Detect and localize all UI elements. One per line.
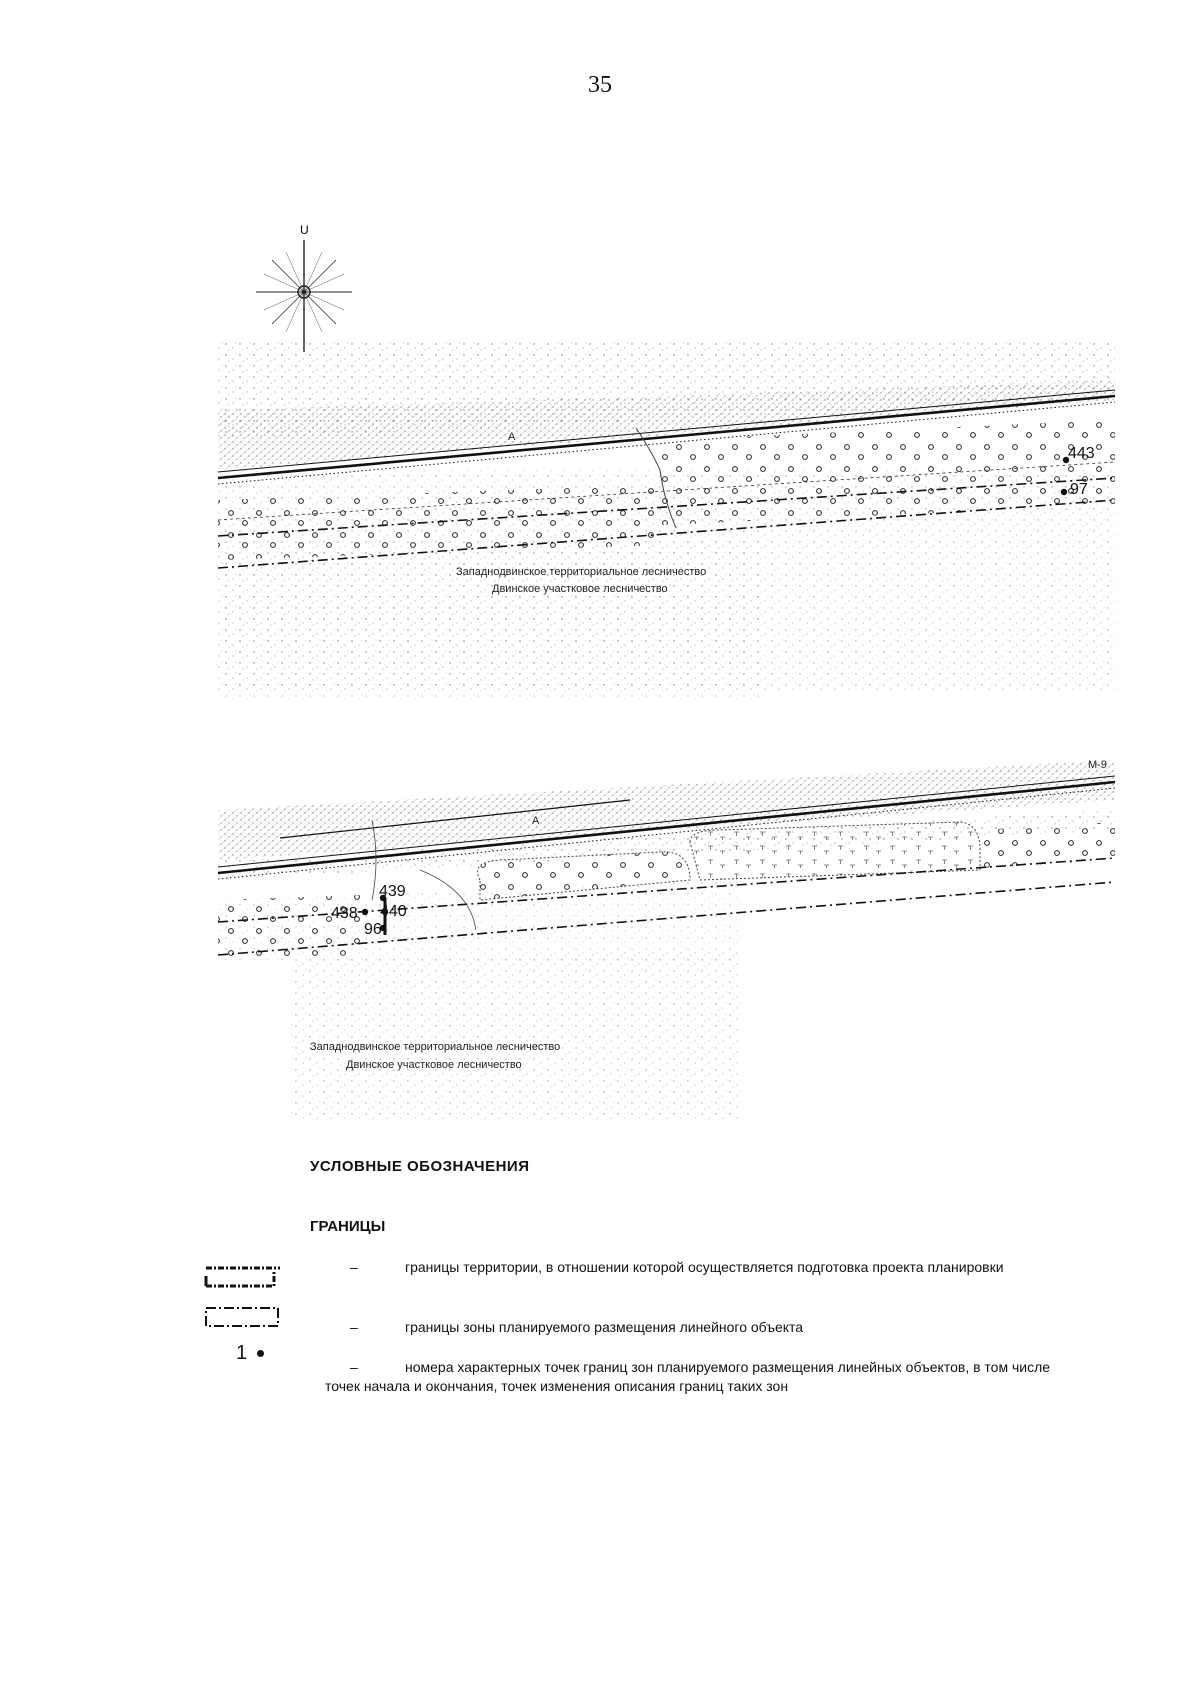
legend-text: границы территории, в отношении которой осуществляется подготовка проекта планировки xyxy=(405,1259,1004,1275)
legend-item-point-numbers xyxy=(190,1342,1070,1402)
map2-point-label: 438 xyxy=(331,905,358,922)
legend-subtitle: ГРАНИЦЫ xyxy=(310,1218,386,1235)
map2-point-label: 96 xyxy=(364,921,382,938)
map1-forestry-line2: Двинское участковое лесничество xyxy=(492,583,668,595)
point-dot-icon xyxy=(257,1350,264,1357)
map-sheet-2 xyxy=(218,759,1115,1120)
map2-forestry-line1: Западнодвинское территориальное лесничество xyxy=(310,1041,561,1053)
map2-road-label: A xyxy=(532,815,540,827)
compass-rose xyxy=(256,223,352,352)
legend-item-zone-boundary xyxy=(190,1318,1070,1342)
legend-dash: – xyxy=(350,1319,358,1335)
point-number-symbol xyxy=(236,1344,264,1363)
legend-item-territory-boundary xyxy=(190,1258,1070,1298)
map-sheet-1 xyxy=(218,340,1115,700)
legend-text: границы зоны планируемого размещения линейного объекта xyxy=(405,1319,804,1335)
page-number: 35 xyxy=(588,72,612,98)
point-number-sample: 1 xyxy=(236,1342,248,1364)
map1-forestry-line1: Западнодвинское территориальное лесничество xyxy=(456,566,707,578)
legend-title: УСЛОВНЫЕ ОБОЗНАЧЕНИЯ xyxy=(310,1158,530,1175)
legend-dash: – xyxy=(350,1259,358,1275)
map1-point-label: 443 xyxy=(1068,445,1095,462)
map1-road-label: A xyxy=(508,431,516,443)
legend-text: номера характерных точек границ зон планируемого размещения линейных объектов, в том числе точек начала и окончания, точек изменения описания границ таких зон xyxy=(325,1359,1051,1394)
map1-point-label: 97 xyxy=(1070,481,1088,498)
map2-forestry-line2: Двинское участковое лесничество xyxy=(346,1059,522,1071)
zone-boundary-symbol xyxy=(204,1304,282,1330)
map2-point-label: 439 xyxy=(379,883,406,900)
map2-point-label: 440 xyxy=(380,903,407,920)
territory-boundary-symbol xyxy=(204,1264,282,1306)
legend-dash: – xyxy=(350,1359,358,1375)
map2-highway-label: М-9 xyxy=(1088,759,1107,771)
compass-north-label: U xyxy=(300,223,309,237)
